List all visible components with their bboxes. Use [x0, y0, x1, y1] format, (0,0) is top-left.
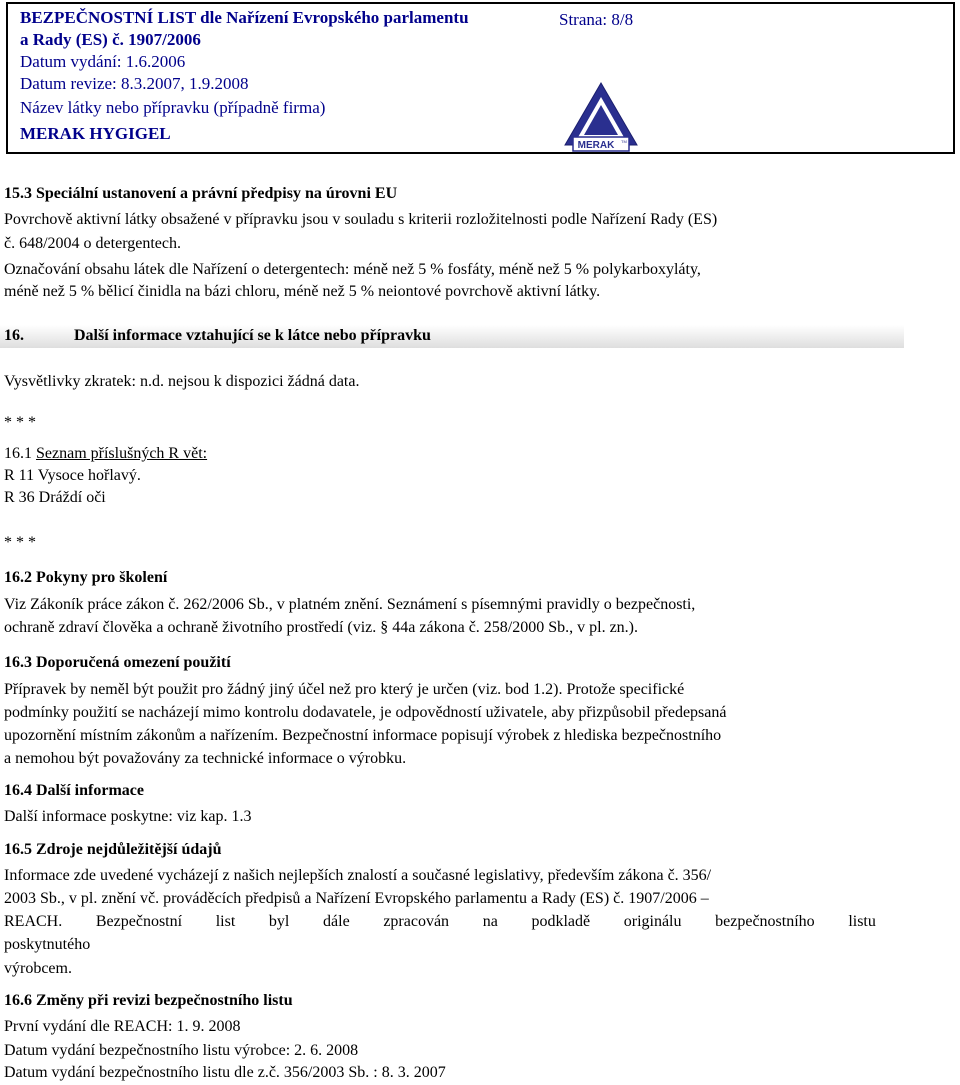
- section-16-heading-bar: [0, 325, 904, 348]
- section-16-6-line3: Datum vydání bezpečnostního listu dle z.č. 356/2003 Sb. : 8. 3. 2007: [4, 1064, 446, 1081]
- r-phrase-11: R 11 Vysoce hořlavý.: [4, 467, 141, 484]
- logo-text: MERAK: [577, 140, 615, 151]
- page-number: Strana: 8/8: [559, 10, 634, 29]
- r-phrases-number: 16.1: [4, 445, 36, 462]
- merak-logo: [563, 81, 639, 153]
- separator-stars: * * *: [4, 414, 36, 431]
- r-phrases-heading: Seznam příslušných R vět:: [36, 445, 208, 462]
- justified-word: zpracován: [383, 913, 450, 930]
- document-header: [6, 2, 955, 154]
- r-phrases-title: [4, 444, 207, 464]
- justified-word: dále: [323, 913, 350, 930]
- section-16-5-heading: 16.5 Zdroje nejdůležitější údajů: [4, 841, 222, 858]
- section-16-5-line3: [4, 912, 876, 932]
- justified-word: list: [215, 913, 236, 930]
- justified-word: REACH.: [4, 913, 63, 930]
- section-16-number: 16.: [4, 327, 24, 344]
- section-16-4-line1: Další informace poskytne: viz kap. 1.3: [4, 808, 252, 825]
- section-16-4-heading: 16.4 Další informace: [4, 782, 144, 799]
- section-16-6-heading: 16.6 Změny při revizi bezpečnostního listu: [4, 992, 293, 1009]
- justified-word: na: [482, 913, 498, 930]
- r-phrase-36: R 36 Dráždí oči: [4, 489, 106, 506]
- section-16-6-line2: Datum vydání bezpečnostního listu výrobce: 2. 6. 2008: [4, 1042, 359, 1059]
- section-16-5-line4: poskytnutého: [4, 936, 91, 953]
- revision-date: Datum revize: 8.3.2007, 1.9.2008: [20, 74, 249, 93]
- document-title-line2: a Rady (ES) č. 1907/2006: [20, 30, 201, 49]
- section-16-3-line4: a nemohou být považovány za technické informace o výrobku.: [4, 750, 407, 767]
- document-title-line1: BEZPEČNOSTNÍ LIST dle Nařízení Evropského parlamentu: [20, 8, 469, 27]
- abbreviations-text: Vysvětlivky zkratek: n.d. nejsou k dispozici žádná data.: [4, 373, 360, 390]
- section-16-3-line3: upozornění místním zákonům a nařízením. Bezpečnostní informace popisují výrobek z hlediska bezpečnostního: [4, 727, 722, 744]
- separator-stars: * * *: [4, 534, 36, 551]
- justified-word: podkladě: [531, 913, 591, 930]
- justified-word: originálu: [623, 913, 682, 930]
- section-16-5-line2: 2003 Sb., v pl. znění vč. prováděcích předpisů a Nařízení Evropského parlamentu a Rady (ES) č. 1907/2006 –: [4, 890, 709, 907]
- section-16-3-heading: 16.3 Doporučená omezení použití: [4, 654, 231, 671]
- section-16-5-line1: Informace zde uvedené vycházejí z našich nejlepších znalostí a současné legislativy, především zákona č. 356/: [4, 867, 712, 884]
- section-15-3-heading: 15.3 Speciální ustanovení a právní předpisy na úrovni EU: [4, 185, 398, 202]
- section-16-2-heading: 16.2 Pokyny pro školení: [4, 569, 168, 586]
- section-15-3-paragraph1-line2: č. 648/2004 o detergentech.: [4, 235, 181, 252]
- section-15-3-paragraph1-line1: Povrchově aktivní látky obsažené v přípravku jsou v souladu s kriterii rozložitelnosti podle Nařízení Rady (ES): [4, 211, 718, 228]
- section-16-2-line2: ochraně zdraví člověka a ochraně životního prostředí (viz. § 44a zákona č. 258/2000 Sb., v pl. zn.).: [4, 619, 639, 636]
- section-15-3-paragraph2-line2: méně než 5 % bělicí činidla na bázi chloru, méně než 5 % neiontové povrchově aktivní látky.: [4, 283, 601, 300]
- justified-word: bezpečnostního: [715, 913, 815, 930]
- issue-date: Datum vydání: 1.6.2006: [20, 52, 186, 71]
- section-16-6-line1: První vydání dle REACH: 1. 9. 2008: [4, 1018, 241, 1035]
- justified-word: Bezpečnostní: [95, 913, 183, 930]
- section-16-3-line1: Přípravek by neměl být použit pro žádný jiný účel než pro který je určen (viz. bod 1.2). Protože specifické: [4, 681, 685, 698]
- justified-word: byl: [268, 913, 290, 930]
- section-16-heading: Další informace vztahující se k látce nebo přípravku: [74, 327, 431, 344]
- section-16-3-line2: podmínky použití se nacházejí mimo kontrolu dodavatele, je odpovědností uživatele, aby přizpůsobil předepsaná: [4, 704, 727, 721]
- section-15-3-paragraph2-line1: Označování obsahu látek dle Nařízení o detergentech: méně než 5 % fosfáty, méně než 5 % polykarboxyláty,: [4, 261, 701, 278]
- logo-trademark: TM: [621, 139, 627, 144]
- product-label: Název látky nebo přípravku (případně firma): [20, 98, 326, 117]
- section-16-5-line5: výrobcem.: [4, 960, 72, 977]
- product-name: MERAK HYGIGEL: [20, 124, 171, 143]
- justified-word: listu: [848, 913, 876, 930]
- section-16-2-line1: Viz Zákoník práce zákon č. 262/2006 Sb., v platném znění. Seznámení s písemnými pravidly o bezpečnosti,: [4, 596, 696, 613]
